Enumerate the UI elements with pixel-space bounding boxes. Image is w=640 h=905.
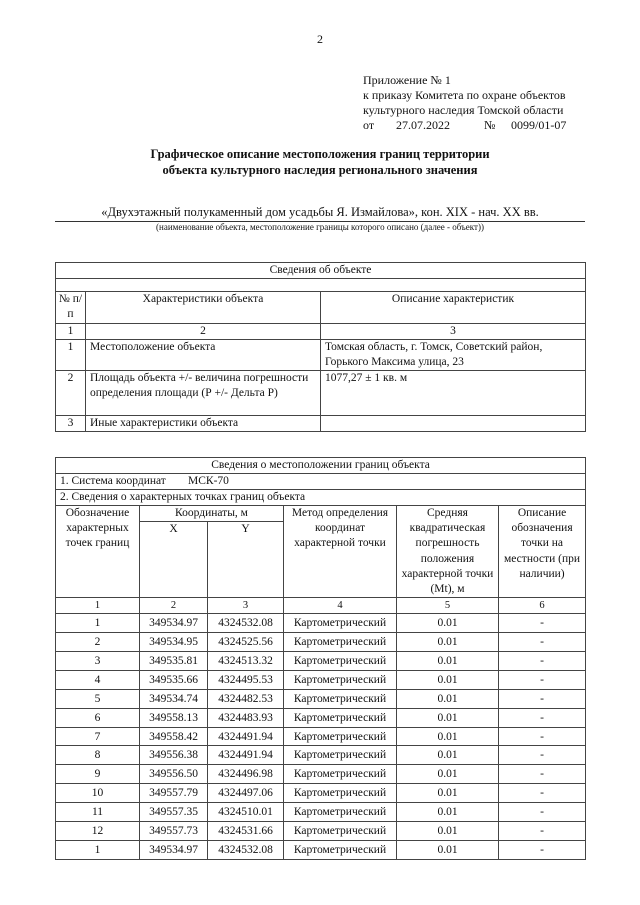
column-number: 1 <box>56 324 86 340</box>
coord-x: 349556.50 <box>140 765 208 784</box>
coordinate-system-row <box>56 474 586 490</box>
error: 0.01 <box>397 633 499 652</box>
point-id: 2 <box>56 633 140 652</box>
point-id: 4 <box>56 670 140 689</box>
coord-y: 4324496.98 <box>208 765 284 784</box>
order-number: 0099/01-07 <box>511 118 567 132</box>
table2-title: Сведения о местоположении границ объекта <box>56 458 586 474</box>
row-number: 2 <box>56 371 86 416</box>
characteristic-value: 1077,27 ± 1 кв. м <box>321 371 586 416</box>
coord-y: 4324491.94 <box>208 746 284 765</box>
table-row <box>56 633 586 652</box>
column-number: 2 <box>86 324 321 340</box>
coord-y: 4324491.94 <box>208 727 284 746</box>
coord-y: 4324532.08 <box>208 840 284 859</box>
point-description: - <box>499 840 586 859</box>
appendix-date-line <box>363 118 566 133</box>
table-row <box>56 746 586 765</box>
coord-x: 349558.13 <box>140 708 208 727</box>
table-row <box>56 840 586 859</box>
characteristic-value <box>321 416 586 432</box>
header-x: X <box>140 522 208 598</box>
error: 0.01 <box>397 822 499 841</box>
point-description: - <box>499 822 586 841</box>
object-info-table <box>55 262 586 432</box>
table-row <box>56 803 586 822</box>
table-row <box>56 340 586 371</box>
error: 0.01 <box>397 746 499 765</box>
coord-y: 4324482.53 <box>208 689 284 708</box>
point-id: 1 <box>56 614 140 633</box>
method: Картометрический <box>284 765 397 784</box>
header-y: Y <box>208 522 284 598</box>
point-description: - <box>499 803 586 822</box>
characteristic-value: Томская область, г. Томск, Советский район, Горького Максима улица, 23 <box>321 340 586 371</box>
table-row <box>56 652 586 671</box>
table-row <box>56 784 586 803</box>
order-date: 27.07.2022 <box>396 118 450 132</box>
column-number: 3 <box>321 324 586 340</box>
method: Картометрический <box>284 670 397 689</box>
header-characteristic: Характеристики объекта <box>86 292 321 324</box>
method: Картометрический <box>284 822 397 841</box>
column-number: 3 <box>208 598 284 614</box>
header-number: № п/п <box>56 292 86 324</box>
method: Картометрический <box>284 784 397 803</box>
header-method: Метод определения координат характерной точки <box>284 506 397 598</box>
method: Картометрический <box>284 633 397 652</box>
header-error: Средняя квадратическая погрешность положения характерной точки (Mt), м <box>397 506 499 598</box>
point-id: 10 <box>56 784 140 803</box>
table-row <box>56 416 586 432</box>
column-number: 5 <box>397 598 499 614</box>
appendix-line1: Приложение № 1 <box>363 73 451 87</box>
coord-x: 349534.95 <box>140 633 208 652</box>
column-number: 4 <box>284 598 397 614</box>
object-name: «Двухэтажный полукаменный дом усадьбы Я. Измайлова», кон. XIX - нач. XX вв. <box>55 205 585 222</box>
coordinate-system-value: МСК-70 <box>188 475 229 487</box>
point-description: - <box>499 765 586 784</box>
coord-y: 4324497.06 <box>208 784 284 803</box>
error: 0.01 <box>397 727 499 746</box>
column-number: 6 <box>499 598 586 614</box>
points-section-label: 2. Сведения о характерных точках границ объекта <box>56 490 586 506</box>
point-description: - <box>499 633 586 652</box>
method: Картометрический <box>284 803 397 822</box>
point-id: 6 <box>56 708 140 727</box>
row-number: 1 <box>56 340 86 371</box>
table-row <box>56 765 586 784</box>
point-description: - <box>499 614 586 633</box>
coord-x: 349557.35 <box>140 803 208 822</box>
coord-y: 4324531.66 <box>208 822 284 841</box>
method: Картометрический <box>284 652 397 671</box>
coord-y: 4324525.56 <box>208 633 284 652</box>
point-description: - <box>499 652 586 671</box>
method: Картометрический <box>284 689 397 708</box>
table1-empty-row <box>56 279 586 292</box>
document-title <box>0 146 640 178</box>
point-description: - <box>499 670 586 689</box>
coord-x: 349557.79 <box>140 784 208 803</box>
point-description: - <box>499 746 586 765</box>
table1-title: Сведения об объекте <box>56 263 586 279</box>
table-row <box>56 670 586 689</box>
coord-x: 349534.97 <box>140 840 208 859</box>
point-id: 11 <box>56 803 140 822</box>
coord-y: 4324532.08 <box>208 614 284 633</box>
page-number: 2 <box>317 32 323 46</box>
characteristic-name: Местоположение объекта <box>86 340 321 371</box>
point-description: - <box>499 708 586 727</box>
error: 0.01 <box>397 652 499 671</box>
coord-x: 349535.66 <box>140 670 208 689</box>
error: 0.01 <box>397 784 499 803</box>
appendix-line2: к приказу Комитета по охране объектов <box>363 88 566 102</box>
column-number: 2 <box>140 598 208 614</box>
coord-x: 349558.42 <box>140 727 208 746</box>
header-coordinates: Координаты, м <box>140 506 284 522</box>
object-name-note: (наименование объекта, местоположение границы которого описано (далее - объект)) <box>156 222 484 232</box>
characteristic-name: Иные характеристики объекта <box>86 416 321 432</box>
point-description: - <box>499 689 586 708</box>
appendix-line3: культурного наследия Томской области <box>363 103 564 117</box>
method: Картометрический <box>284 840 397 859</box>
error: 0.01 <box>397 708 499 727</box>
boundary-points-table <box>55 457 586 860</box>
point-id: 12 <box>56 822 140 841</box>
table-row <box>56 371 586 416</box>
point-id: 9 <box>56 765 140 784</box>
header-point: Обозначение характерных точек границ <box>56 506 140 598</box>
error: 0.01 <box>397 670 499 689</box>
from-label: от <box>363 118 375 132</box>
title-line2: объекта культурного наследия регионального значения <box>162 163 478 177</box>
point-id: 7 <box>56 727 140 746</box>
error: 0.01 <box>397 689 499 708</box>
table-row <box>56 708 586 727</box>
coord-y: 4324483.93 <box>208 708 284 727</box>
table-row <box>56 822 586 841</box>
point-id: 1 <box>56 840 140 859</box>
coord-y: 4324510.01 <box>208 803 284 822</box>
header-description: Описание обозначения точки на местности (при наличии) <box>499 506 586 598</box>
table-row <box>56 614 586 633</box>
point-id: 3 <box>56 652 140 671</box>
method: Картометрический <box>284 746 397 765</box>
title-line1: Графическое описание местоположения границ территории <box>150 147 490 161</box>
table-row <box>56 689 586 708</box>
coord-x: 349556.38 <box>140 746 208 765</box>
appendix-header <box>363 73 566 133</box>
error: 0.01 <box>397 840 499 859</box>
characteristic-name: Площадь объекта +/- величина погрешности определения площади (Р +/- Дельта Р) <box>86 371 321 416</box>
header-description: Описание характеристик <box>321 292 586 324</box>
row-number: 3 <box>56 416 86 432</box>
coord-x: 349535.81 <box>140 652 208 671</box>
table-row <box>56 727 586 746</box>
error: 0.01 <box>397 765 499 784</box>
coord-y: 4324513.32 <box>208 652 284 671</box>
error: 0.01 <box>397 614 499 633</box>
method: Картометрический <box>284 614 397 633</box>
point-id: 8 <box>56 746 140 765</box>
error: 0.01 <box>397 803 499 822</box>
method: Картометрический <box>284 727 397 746</box>
coord-y: 4324495.53 <box>208 670 284 689</box>
coordinate-system-label: 1. Система координат <box>60 475 166 487</box>
point-description: - <box>499 784 586 803</box>
coord-x: 349534.74 <box>140 689 208 708</box>
point-description: - <box>499 727 586 746</box>
column-number: 1 <box>56 598 140 614</box>
coord-x: 349534.97 <box>140 614 208 633</box>
coord-x: 349557.73 <box>140 822 208 841</box>
method: Картометрический <box>284 708 397 727</box>
number-label: № <box>484 118 496 132</box>
point-id: 5 <box>56 689 140 708</box>
